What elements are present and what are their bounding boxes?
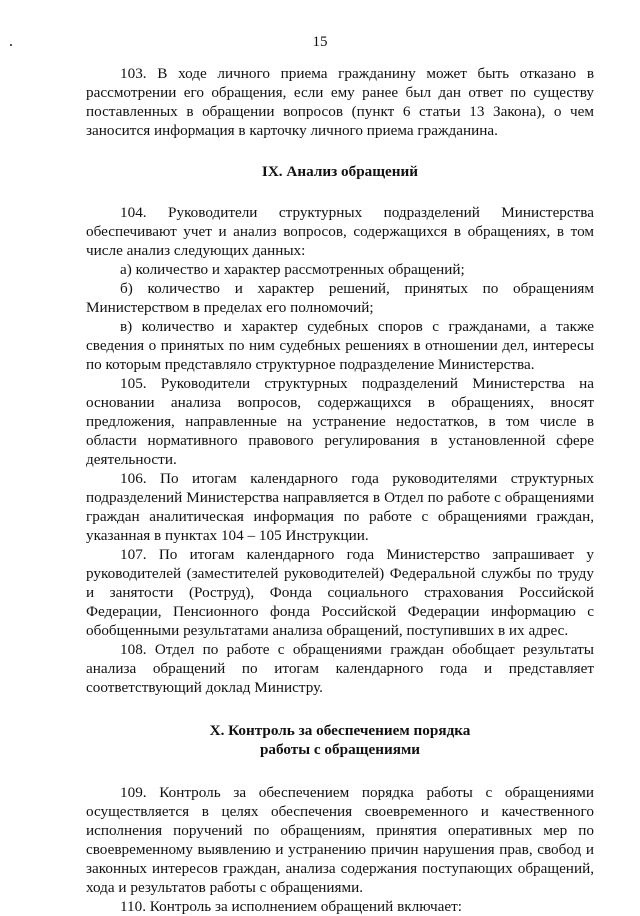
paragraph-106: 106. По итогам календарного года руководителями структурных подразделений Министерства направляется в Отдел по работе с обращениями граждан аналитическая информация по работе с обращениями граждан, указанная в пунктах 104 – 105 Инструкции. [86, 470, 594, 544]
paragraph-109: 109. Контроль за обеспечением порядка работы с обращениями осуществляется в целях обеспечения своевременного и качественного исполнения поручений по обращениям, принятия оперативных мер по своевременному выявлению и устранению причин нарушения прав, свобод и законных интересов граждан, анализа содержания поступающих обращений, хода и результатов работы с обращениями. [86, 784, 594, 896]
paragraph-108: 108. Отдел по работе с обращениями граждан обобщает результаты анализа обращений по итогам календарного года и представляет соответствующий доклад Министру. [86, 641, 594, 696]
paragraph-104-a: а) количество и характер рассмотренных обращений; [120, 261, 465, 278]
paragraph-104: 104. Руководители структурных подразделений Министерства обеспечивают учет и анализ вопросов, содержащихся в обращениях, в том числе анализ следующих данных: [86, 204, 594, 259]
document-body [86, 64, 594, 916]
page-number: 15 [312, 34, 328, 50]
paragraph-107: 107. По итогам календарного года Министерство запрашивает у руководителей (заместителей руководителей) Федеральной службы по труду и занятости (Роструд), Фонда социального страхования Российской Федерации, Пенсионного фонда Российской Федерации информацию с обобщенными результатами анализа обращений, поступивших в их адрес. [86, 546, 594, 639]
section-10-heading-line-1: X. Контроль за обеспечением порядка [209, 722, 471, 739]
section-10-heading [86, 721, 594, 759]
paragraph-110: 110. Контроль за исполнением обращений включает: [120, 898, 462, 915]
section-9-heading: IX. Анализ обращений [261, 163, 419, 180]
paragraph-104-c: в) количество и характер судебных споров с гражданами, а также сведения о принятых по ним судебных решениях в отношении дел, интересы по которым представляло структурное подразделение Министерства. [86, 318, 594, 373]
paragraph-104-b: б) количество и характер решений, принятых по обращениям Министерством в пределах его полномочий; [86, 280, 594, 316]
paragraph-103: 103. В ходе личного приема гражданину может быть отказано в рассмотрении его обращения, если ему ранее был дан ответ по существу поставленных в обращении вопросов (пункт 6 статьи 13 Закона), о чем заносится информация в карточку личного приема гражданина. [86, 65, 594, 139]
section-10-heading-line-2: работы с обращениями [259, 741, 421, 758]
paragraph-105: 105. Руководители структурных подразделений Министерства на основании анализа вопросов, содержащихся в обращениях, вносят предложения, направленные на устранение недостатков, в том числе в области нормативного правового регулирования в установленной сфере деятельности. [86, 375, 594, 468]
